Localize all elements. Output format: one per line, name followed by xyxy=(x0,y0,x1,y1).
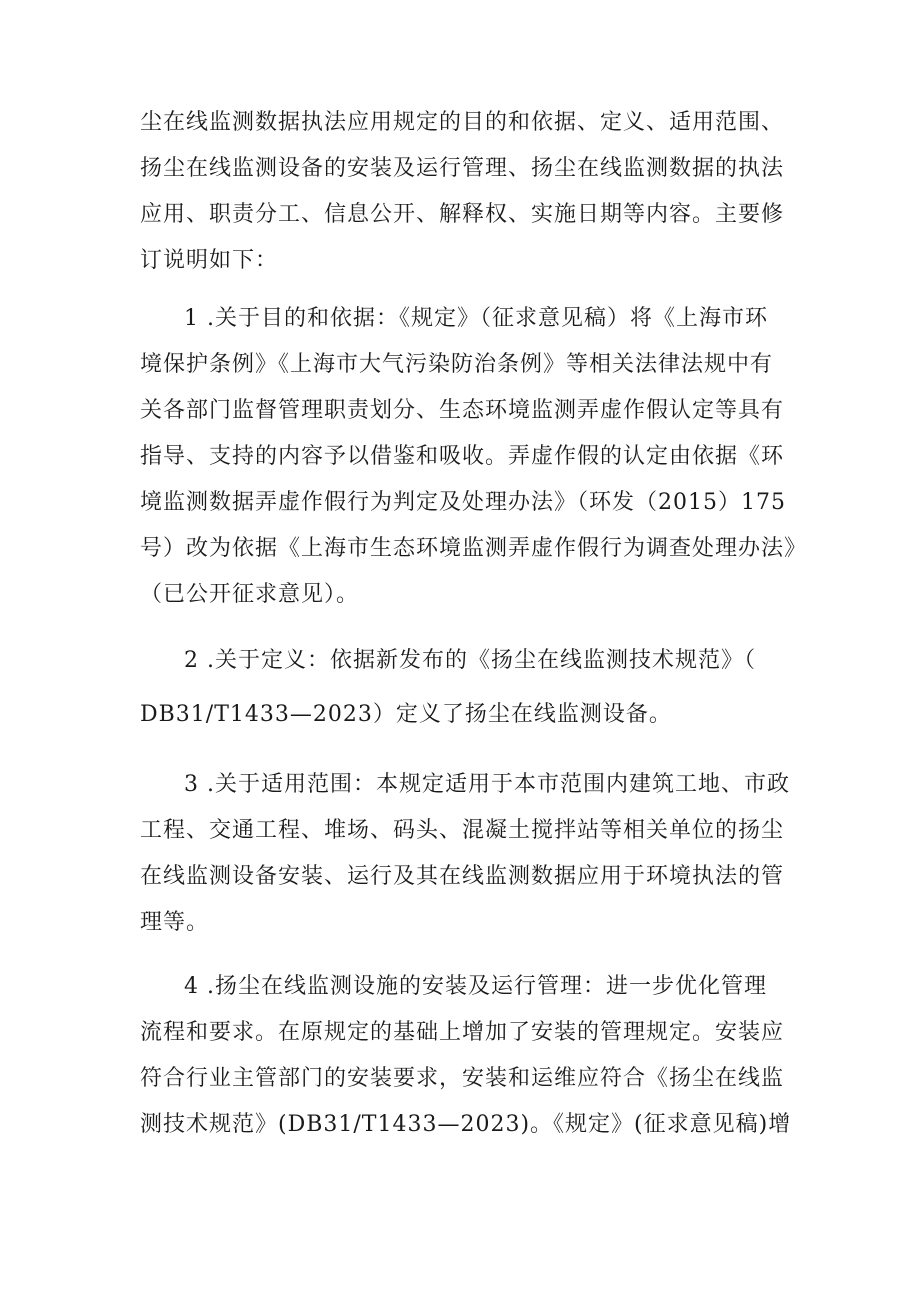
item-4-line-1: 4 .扬尘在线监测设施的安装及运行管理：进一步优化管理 xyxy=(184,974,767,999)
item-2-paragraph xyxy=(140,638,800,738)
item-1-line-2: 境保护条例》《上海市大气污染防治条例》等相关法律法规中有 xyxy=(140,352,774,377)
intro-line-4: 订说明如下： xyxy=(140,248,279,273)
item-3-line-2: 工程、交通工程、堆场、码头、混凝土搅拌站等相关单位的扬尘 xyxy=(140,818,785,843)
item-1-line-7: （已公开征求意见）。 xyxy=(140,582,360,607)
item-2-line-2: DB31/T1433—2023）定义了扬尘在线监测设备。 xyxy=(140,702,672,727)
item-1-line-5: 境监测数据弄虚作假行为判定及处理办法》（环发（2015）175 xyxy=(140,490,786,515)
item-4-line-3: 符合行业主管部门的安装要求，安装和运维应符合《扬尘在线监 xyxy=(140,1066,785,1091)
item-3-line-4: 理等。 xyxy=(140,910,210,935)
intro-paragraph xyxy=(140,100,800,284)
item-2-line-1: 2 .关于定义：依据新发布的《扬尘在线监测技术规范》（ xyxy=(184,648,756,673)
intro-line-2: 扬尘在线监测设备的安装及运行管理、扬尘在线监测数据的执法 xyxy=(140,156,785,181)
item-1-line-3: 关各部门监督管理职责划分、生态环境监测弄虚作假认定等具有 xyxy=(140,398,785,423)
item-4-line-2: 流程和要求。在原规定的基础上增加了安装的管理规定。安装应 xyxy=(140,1020,785,1045)
item-1-paragraph xyxy=(140,296,808,618)
item-4-line-4: 测技术规范》(DB31/T1433—2023)。《规定》(征求意见稿)增 xyxy=(140,1112,792,1137)
item-3-line-3: 在线监测设备安装、运行及其在线监测数据应用于环境执法的管 xyxy=(140,864,785,889)
intro-line-3: 应用、职责分工、信息公开、解释权、实施日期等内容。主要修 xyxy=(140,202,785,227)
item-3-paragraph xyxy=(140,762,800,946)
item-1-line-6: 号）改为依据《上海市生态环境监测弄虚作假行为调查处理办法》 xyxy=(140,536,808,561)
item-4-paragraph xyxy=(140,964,800,1148)
item-1-line-1: 1 .关于目的和依据：《规定》（征求意见稿）将《上海市环 xyxy=(184,306,768,331)
intro-line-1: 尘在线监测数据执法应用规定的目的和依据、定义、适用范围、 xyxy=(140,110,785,135)
item-3-line-1: 3 .关于适用范围：本规定适用于本市范围内建筑工地、市政 xyxy=(184,772,790,797)
item-1-line-4: 指导、支持的内容予以借鉴和吸收。弄虚作假的认定由依据《环 xyxy=(140,444,785,469)
